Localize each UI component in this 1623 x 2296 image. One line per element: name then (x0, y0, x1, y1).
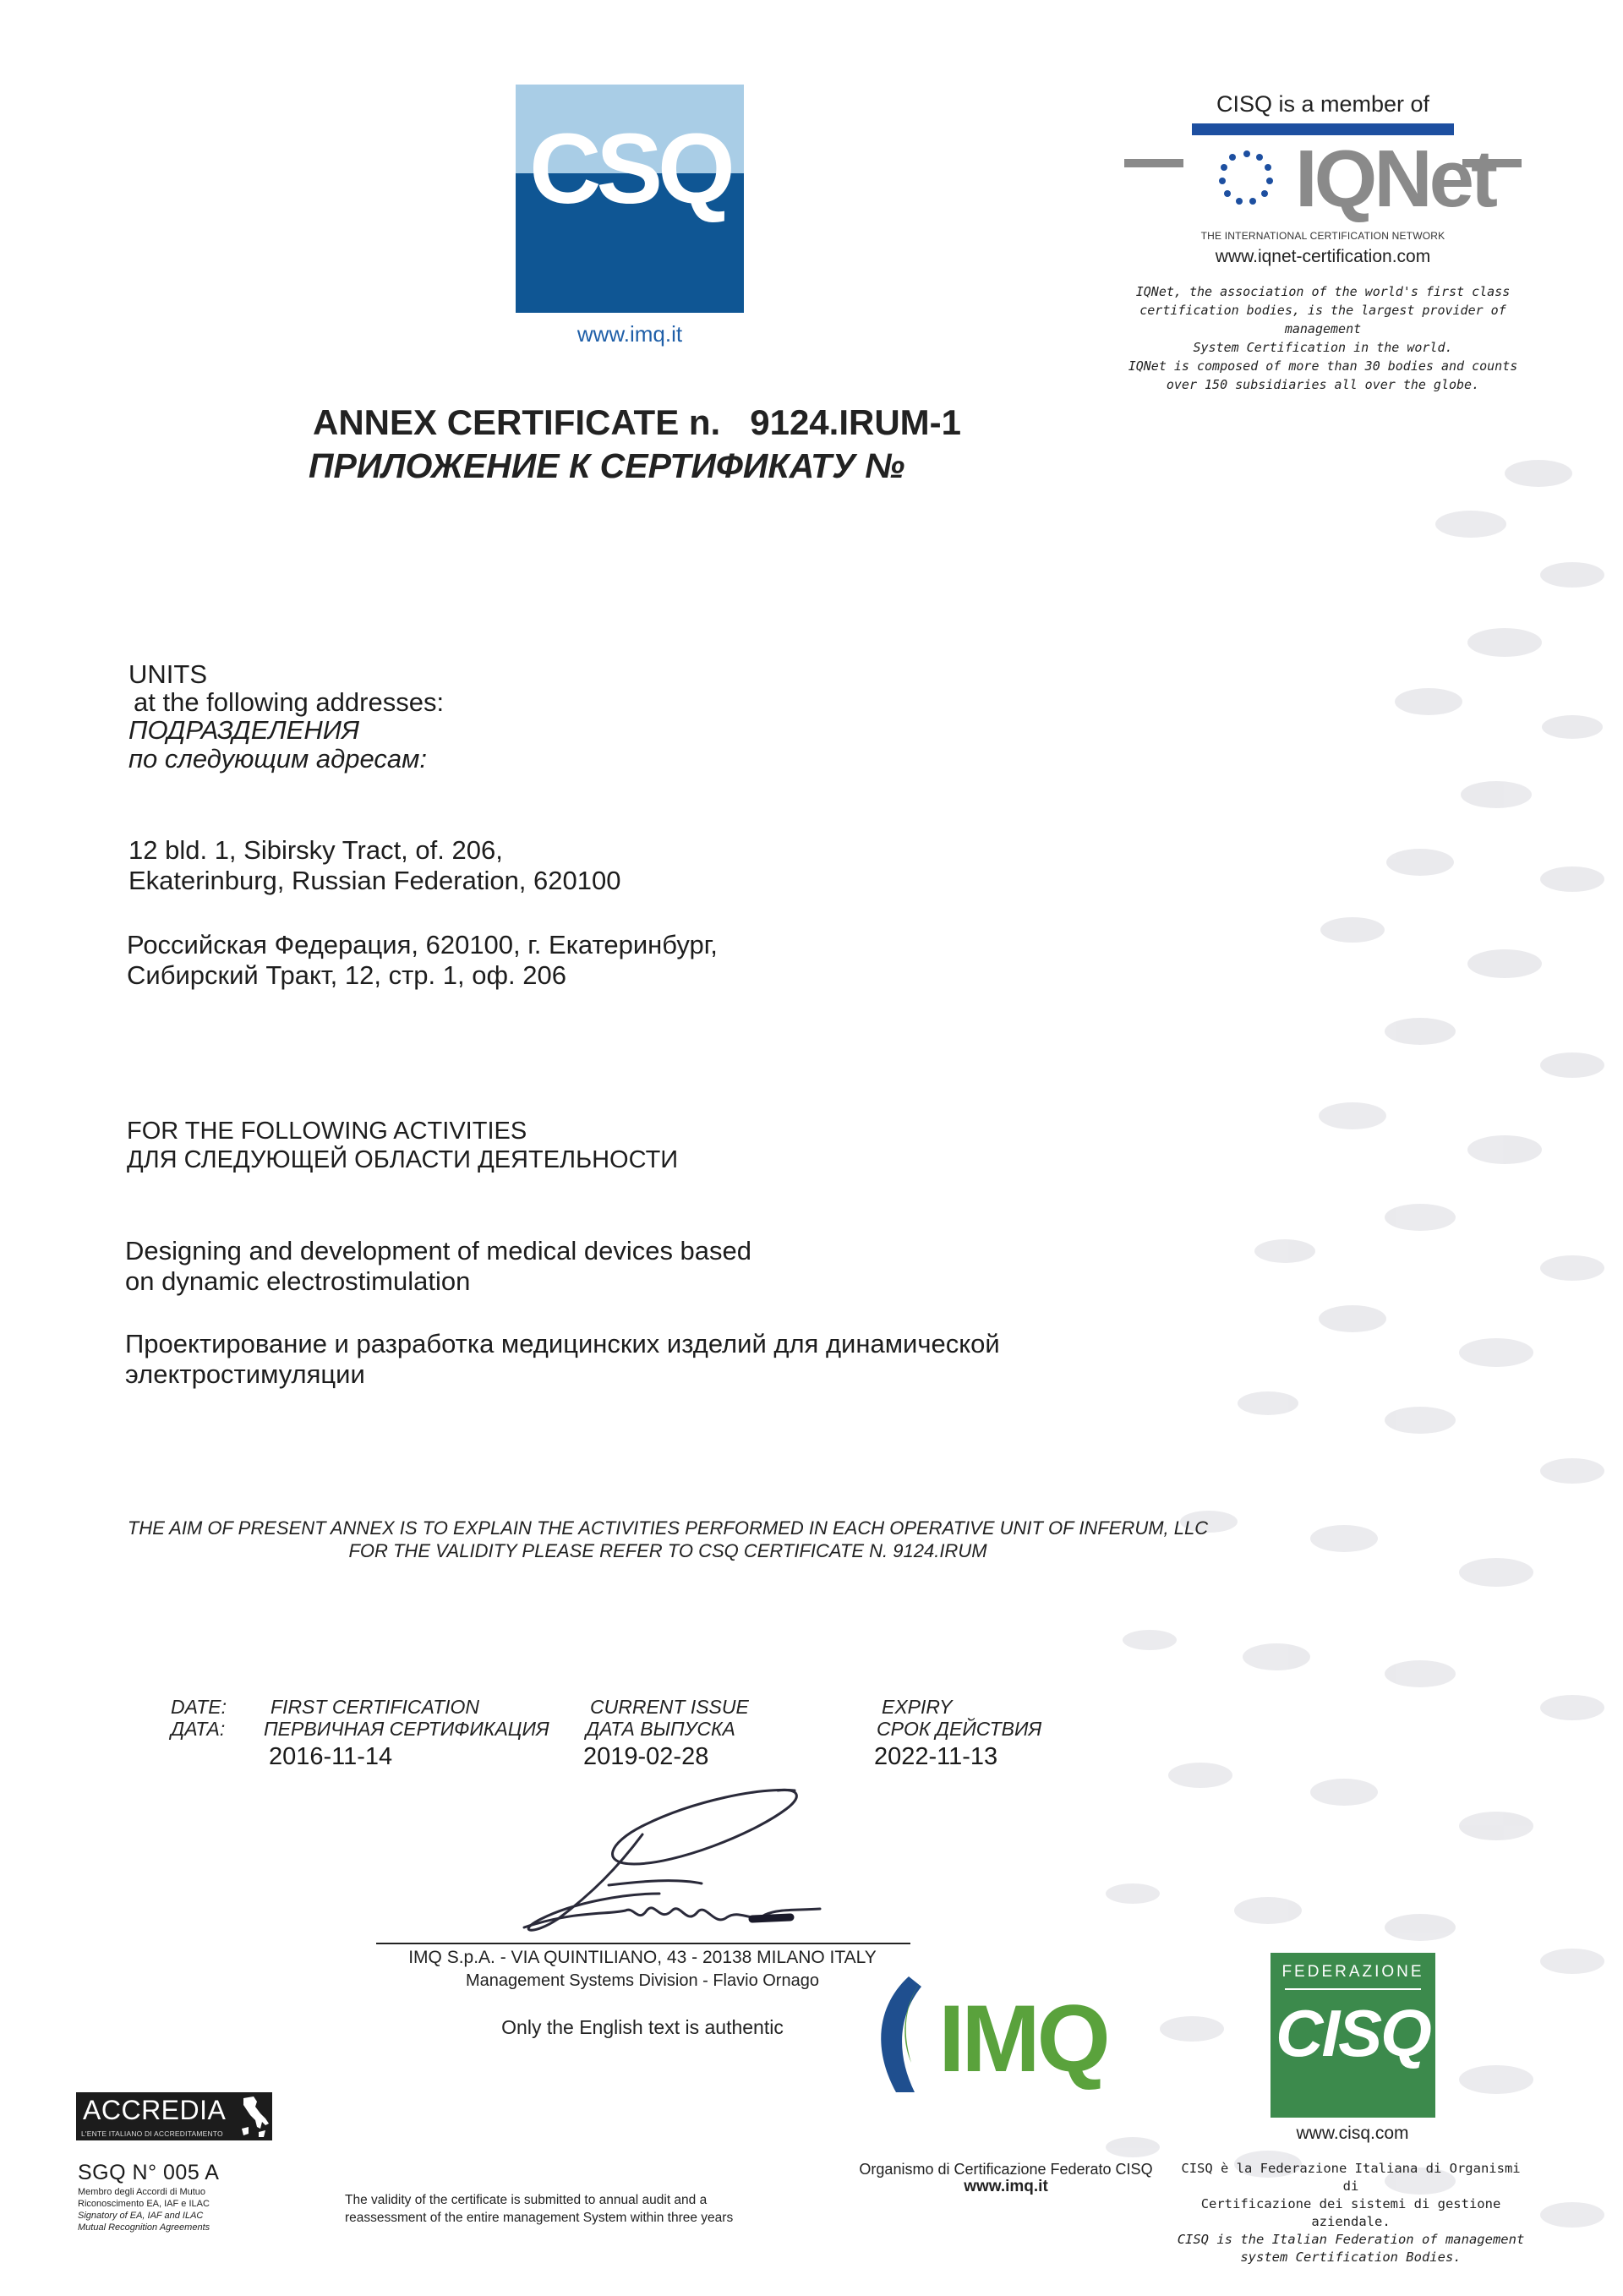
expiry-date: 2022-11-13 (874, 1743, 998, 1770)
units-heading-en: UNITS (128, 659, 207, 689)
address-ru-line2: Сибирский Тракт, 12, стр. 1, оф. 206 (127, 960, 566, 990)
units-heading-ru: ПОДРАЗДЕЛЕНИЯ (128, 715, 360, 745)
eu-stars-icon (1219, 150, 1273, 205)
imq-logo (862, 1970, 1133, 2096)
iqnet-description (1116, 282, 1530, 394)
activity-desc-ru-line1: Проектирование и разработка медицинских изделий для динамической (125, 1329, 1000, 1358)
accredia-note-line: Riconoscimento EA, IAF e ILAC (78, 2199, 210, 2209)
signature-line (376, 1943, 910, 1944)
first-certification-label-en: FIRST CERTIFICATION (270, 1696, 480, 1718)
address-ru-line1: Российская Федерация, 620100, г. Екатеринбург, (127, 930, 718, 959)
aim-statement-line1: THE AIM OF PRESENT ANNEX IS TO EXPLAIN THE ACTIVITIES PERFORMED IN EACH OPERATIVE UNIT OF INFERUM, LLC (127, 1517, 1209, 1539)
accredia-logo-text: ACCREDIA (83, 2095, 227, 2125)
current-issue-date: 2019-02-28 (583, 1743, 709, 1770)
imq-logo-text: IMQ (938, 1986, 1107, 2091)
iqnet-desc-line: certification bodies, is the largest provider of management (1139, 303, 1506, 336)
cisq-federazione-text: FEDERAZIONE (1281, 1963, 1424, 1981)
authentic-text-note: Only the English text is authentic (501, 2016, 784, 2038)
units-subheading-en: at the following addresses: (134, 687, 445, 717)
cisq-desc-line: Certificazione dei sistemi di gestione aziendale. (1200, 2196, 1501, 2229)
activities-heading-en: FOR THE FOLLOWING ACTIVITIES (127, 1118, 527, 1145)
activity-desc-en-line1: Designing and development of medical devices based (125, 1236, 752, 1266)
accredia-note-line: Mutual Recognition Agreements (78, 2222, 210, 2233)
imq-division: Management Systems Division - Flavio Ornago (466, 1971, 819, 1990)
cisq-description (1173, 2160, 1528, 2266)
activity-desc-en-line2: on dynamic electrostimulation (125, 1266, 471, 1296)
cisq-logo-divider (1285, 1988, 1421, 1990)
iqnet-desc-line: IQNet, the association of the world's first class (1135, 284, 1511, 299)
validity-note (345, 2191, 869, 2227)
cisq-desc-line: CISQ is the Italian Federation of management (1177, 2232, 1525, 2247)
accredia-note-line: Signatory of EA, IAF and ILAC (78, 2211, 204, 2221)
iqnet-logo-text: IQNet (1294, 134, 1495, 224)
handwritten-signature (507, 1784, 845, 1944)
validity-note-line: reassessment of the entire management System within three years (345, 2211, 734, 2225)
address-en-line1: 12 bld. 1, Sibirsky Tract, of. 206, (128, 835, 503, 865)
cisq-logo-text: CISQ (1276, 1996, 1430, 2070)
csq-url: www.imq.it (577, 321, 683, 347)
first-certification-date: 2016-11-14 (269, 1743, 393, 1770)
accredia-note-line: Membro degli Accordi di Mutuo (78, 2187, 206, 2197)
csq-logo (516, 85, 744, 313)
accredia-note (78, 2186, 272, 2233)
cisq-url: www.cisq.com (1296, 2124, 1409, 2143)
activities-heading-ru: ДЛЯ СЛЕДУЮЩЕЙ ОБЛАСТИ ДЕЯТЕЛЬНОСТИ (127, 1146, 679, 1173)
cisq-desc-line: CISQ è la Federazione Italiana di Organismi di (1181, 2161, 1521, 2194)
activity-desc-ru-line2: электростимуляции (125, 1359, 365, 1389)
certificate-title-ru: ПРИЛОЖЕНИЕ К СЕРТИФИКАТУ № (309, 446, 905, 485)
sgq-accreditation-number: SGQ N° 005 A (78, 2161, 220, 2184)
date-label-ru: ДАТА: (171, 1718, 226, 1740)
iqnet-member-text: CISQ is a member of (1216, 91, 1430, 117)
iqnet-logo (1124, 122, 1522, 232)
units-subheading-ru: по следующим адресам: (128, 744, 427, 774)
iqnet-desc-line: over 150 subsidiaries all over the globe. (1166, 377, 1480, 392)
address-en-line2: Ekaterinburg, Russian Federation, 620100 (128, 866, 621, 895)
iqnet-desc-line: IQNet is composed of more than 30 bodies and counts (1128, 358, 1518, 374)
italy-map-icon (237, 2095, 270, 2139)
csq-logo-text: CSQ (529, 113, 730, 225)
validity-note-line: The validity of the certificate is submitted to annual audit and a (345, 2193, 708, 2207)
cisq-desc-line: system Certification Bodies. (1240, 2250, 1462, 2265)
imq-url: www.imq.it (964, 2178, 1048, 2195)
imq-address: IMQ S.p.A. - VIA QUINTILIANO, 43 - 20138 MILANO ITALY (408, 1948, 877, 1967)
iqnet-network-text: THE INTERNATIONAL CERTIFICATION NETWORK (1200, 230, 1445, 242)
date-label-en: DATE: (171, 1696, 227, 1718)
accredia-subtitle: L'ENTE ITALIANO DI ACCREDITAMENTO (81, 2129, 223, 2138)
aim-statement-line2: FOR THE VALIDITY PLEASE REFER TO CSQ CERTIFICATE N. 9124.IRUM (348, 1540, 987, 1561)
iqnet-desc-line: System Certification in the world. (1193, 340, 1453, 355)
current-issue-label-ru: ДАТА ВЫПУСКА (586, 1718, 735, 1740)
first-certification-label-ru: ПЕРВИЧНАЯ СЕРТИФИКАЦИЯ (264, 1718, 549, 1740)
expiry-label-en: EXPIRY (882, 1696, 953, 1718)
certificate-title-en: ANNEX CERTIFICATE n. 9124.IRUM-1 (313, 402, 961, 442)
imq-organization-text: Organismo di Certificazione Federato CISQ (859, 2161, 1153, 2178)
iqnet-url: www.iqnet-certification.com (1215, 247, 1431, 266)
expiry-label-ru: СРОК ДЕЙСТВИЯ (877, 1718, 1042, 1740)
current-issue-label-en: CURRENT ISSUE (590, 1696, 749, 1718)
